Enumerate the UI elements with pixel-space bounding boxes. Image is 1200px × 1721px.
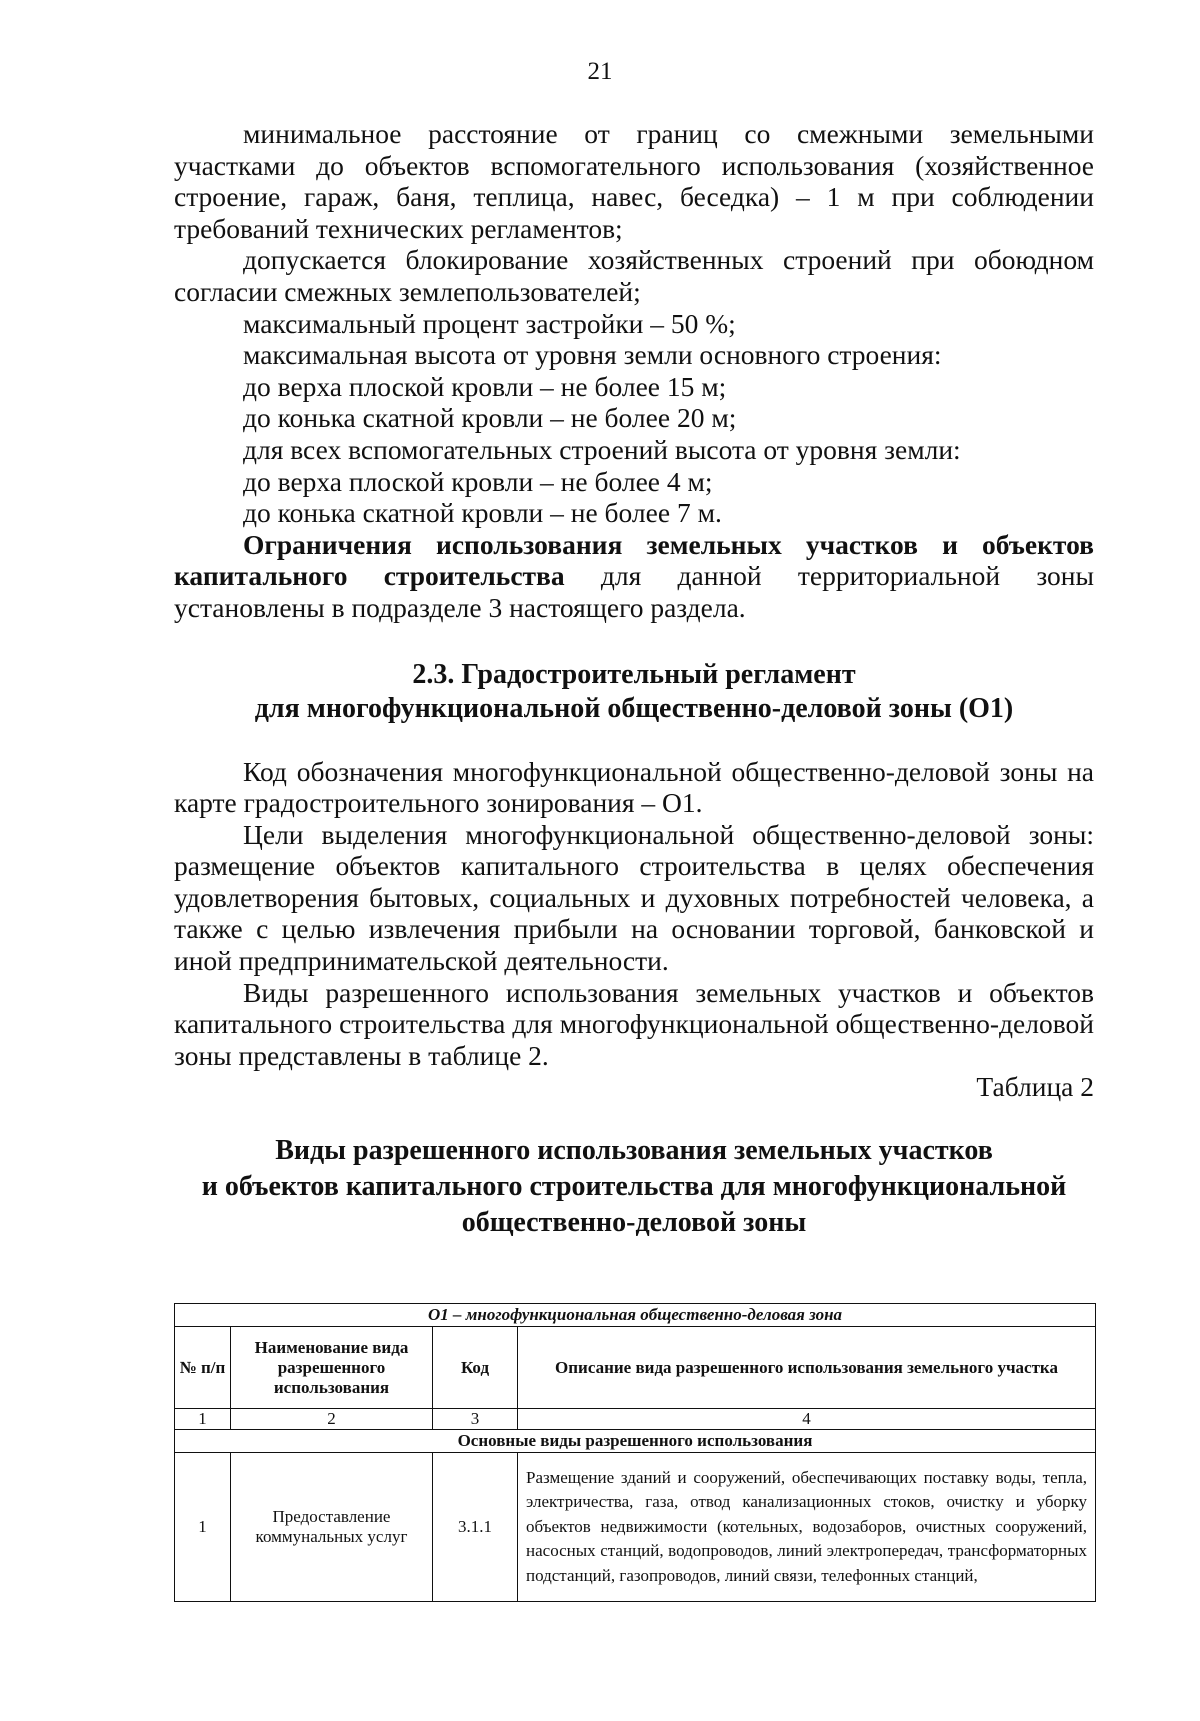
list-line: максимальная высота от уровня земли основного строения: [243,339,942,371]
col-number: 2 [231,1409,433,1430]
table-title-line3: общественно-деловой зоны [461,1207,807,1239]
header-name: Наименование вида разрешенного использования [231,1327,433,1409]
row-code: 3.1.1 [433,1453,518,1602]
header-desc: Описание вида разрешенного использования земельного участка [518,1327,1096,1409]
list-line: максимальный процент застройки – 50 %; [243,307,736,339]
paragraph-zone-code: Код обозначения многофункциональной общественно-деловой зоны на карте градостроительного зонирования – О1. [174,755,1094,819]
row-name: Предоставление коммунальных услуг [231,1453,433,1602]
list-line: до конька скатной кровли – не более 7 м. [243,497,722,529]
table-title [174,1133,1094,1241]
row-num: 1 [175,1453,231,1602]
paragraph-restrictions [174,529,1094,624]
header-code: Код [433,1327,518,1409]
paragraph-setback: минимальное расстояние от границ со смежными земельными участками до объектов вспомогательного использования (хозяйственное строение, гараж, баня, теплица, навес, беседка) – 1 м при соблюдении требований технических регламентов; [174,118,1094,244]
paragraph-blocking: допускается блокирование хозяйственных строений при обоюдном согласии смежных землепользователей; [174,244,1094,307]
section-heading-line2: для многофункциональной общественно-деловой зоны (О1) [254,692,1014,724]
list-line: до верха плоской кровли – не более 15 м; [243,370,727,402]
table-section-main: Основные виды разрешенного использования [175,1430,1096,1453]
row-desc: Размещение зданий и сооружений, обеспечивающих поставку воды, тепла, электричества, газа, отвод канализационных стоков, очистку и уборку объектов недвижимости (котельных, водозаборов, очистных сооружений, насосных станций, водопроводов, линий электропередач, трансформаторных подстанций, газопроводов, линий связи, телефонных станций, [518,1453,1096,1602]
section-heading [174,658,1094,726]
paragraph-zone-goals: Цели выделения многофункциональной общественно-деловой зоны: размещение объектов капитального строительства в целях обеспечения удовлетворения бытовых, социальных и духовных потребностей человека, а также с целью извлечения прибыли на основании торговой, банковской и иной предпринимательской деятельности. [174,818,1094,977]
document-body [174,118,1094,1241]
paragraph-zone-uses: Виды разрешенного использования земельных участков и объектов капитального строительства для многофункциональной общественно-деловой зоны представлены в таблице 2. [174,976,1094,1071]
list-line: до конька скатной кровли – не более 20 м; [243,402,737,434]
col-number: 4 [518,1409,1096,1430]
col-number: 1 [175,1409,231,1430]
table-zone-title: О1 – многофункциональная общественно-деловая зона [175,1304,1096,1327]
restrictions-rest: для данной территориальной зоны установлены в подразделе 3 настоящего раздела. [174,560,1094,623]
list-line: для всех вспомогательных строений высота от уровня земли: [243,433,961,465]
col-number: 3 [433,1409,518,1430]
page-number: 21 [587,58,613,85]
list-line: до верха плоской кровли – не более 4 м; [243,465,713,497]
restrictions-bold: Ограничения использования земельных участков и объектов капитального строительства [174,528,1094,592]
table-reference: Таблица 2 [976,1071,1094,1103]
table-title-line1: Виды разрешенного использования земельных участков [275,1135,993,1167]
table-row [175,1453,1096,1602]
table-title-line2: и объектов капитального строительства для многофункциональной [201,1171,1067,1203]
header-num: № п/п [175,1327,231,1409]
section-heading-line1: 2.3. Градостроительный регламент [412,658,856,690]
zones-table [174,1303,1096,1602]
